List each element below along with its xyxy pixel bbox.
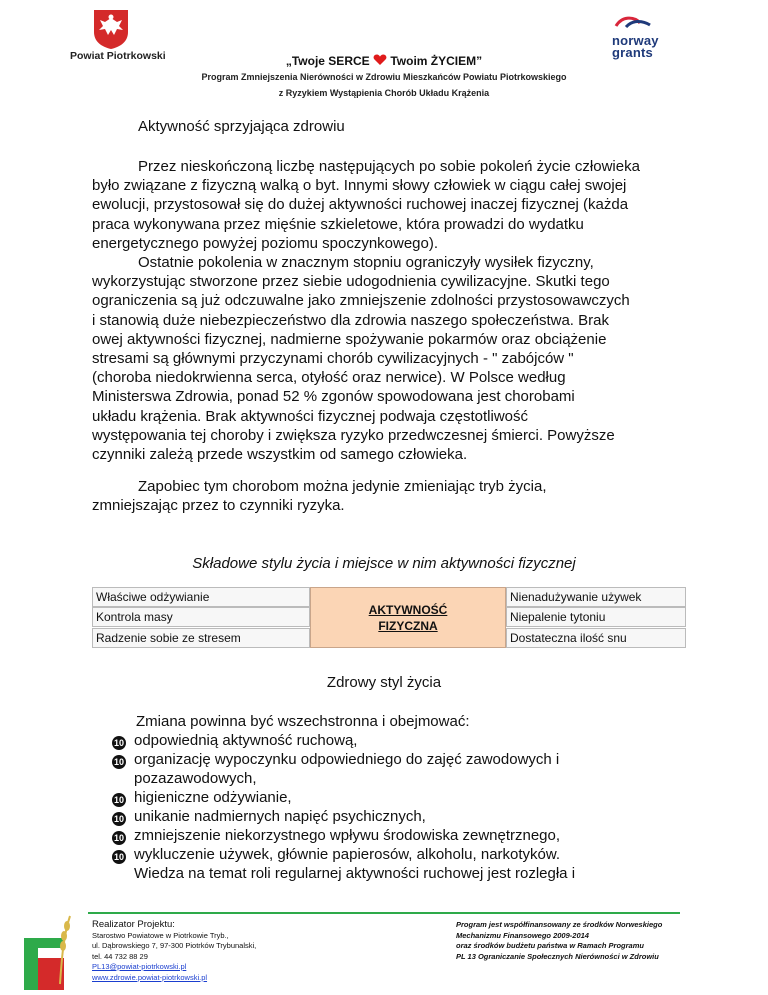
- list-item: [112, 826, 560, 845]
- bullet-icon: 10: [113, 852, 124, 862]
- right-item: Nienadużywanie używek: [506, 587, 686, 607]
- p2-line: ograniczenia są już odczuwalne jako zmniejszenie zdolności przystosowawczych: [92, 292, 630, 310]
- project-logo: [20, 914, 76, 990]
- left-item: Właściwe odżywianie: [92, 587, 310, 607]
- list-item: [112, 750, 559, 769]
- wheat-flag-icon: [20, 914, 76, 990]
- footer-divider: [88, 912, 680, 914]
- list-item-text: odpowiednią aktywność ruchową,: [134, 732, 358, 749]
- changes-intro: Zmiana powinna być wszechstronna i obejmować:: [136, 713, 470, 730]
- p1-line: ewolucji, przystosował się do dużej aktywności ruchowej inaczej fizycznej (każda: [92, 196, 629, 214]
- article-title: Aktywność sprzyjająca zdrowiu: [138, 118, 345, 135]
- p2-line: i stanowią duże niebezpieczeństwo dla zdrowia naszego społeczeństwa. Brak: [92, 311, 609, 329]
- eagle-shield-icon: [86, 8, 136, 50]
- p2-line: wykorzystując stworzone przez siebie udogodnienia cywilizacyjne. Skutki tego: [92, 273, 610, 291]
- p1-line: Przez nieskończoną liczbę następujących po sobie pokoleń życie człowieka: [138, 158, 640, 175]
- closing-text: Wiedza na temat roli regularnej aktywności ruchowej jest rozległa i: [134, 865, 576, 882]
- changes-list: [112, 731, 682, 901]
- bullet-icon: 10: [113, 814, 124, 824]
- bullet-icon: 10: [113, 833, 124, 843]
- footer-address: ul. Dąbrowskiego 7, 97-300 Piotrków Trybunalski,: [92, 941, 257, 950]
- norway-grants-logo: [612, 14, 672, 59]
- diagram-caption: Zdrowy styl życia: [326, 674, 442, 691]
- left-item: Radzenie sobie ze stresem: [92, 628, 310, 648]
- slogan-part1: „Twoje SERCE: [285, 54, 370, 68]
- list-item-text: organizację wypoczynku odpowiedniego do zajęć zawodowych i: [134, 751, 560, 768]
- p2-line: Ministerswa Zdrowia, ponad 52 % zgonów spowodowana jest chorobami: [92, 388, 575, 406]
- slogan-part2: Twoim ŻYCIEM”: [390, 54, 483, 68]
- p2-line: owej aktywności fizycznej, nadmierne spożywanie pokarmów oraz obciążenie: [92, 330, 607, 348]
- footer-phone: tel. 44 732 88 29: [92, 951, 148, 961]
- list-item: [112, 807, 426, 826]
- list-item: [112, 731, 357, 750]
- paragraph-3: [92, 477, 686, 515]
- lifestyle-diagram: [92, 587, 686, 649]
- bullet-icon: 10: [113, 795, 124, 805]
- project-contact: [92, 920, 352, 983]
- county-coat-of-arms: [70, 8, 166, 62]
- grants-logo-line1: norway: [612, 33, 659, 48]
- diagram-title: Składowe stylu życia i miejsce w nim aktywności fizycznej: [192, 555, 576, 572]
- grants-swirl-icon: [612, 14, 656, 30]
- footer-org: Starostwo Powiatowe w Piotrkowie Tryb.,: [92, 930, 229, 940]
- bullet-icon: 10: [113, 738, 124, 748]
- list-item-text: wykluczenie używek, głównie papierosów, alkoholu, narkotyków.: [134, 846, 561, 863]
- program-line1: Program Zmniejszenia Nierówności w Zdrowiu Mieszkańców Powiatu Piotrkowskiego: [201, 72, 567, 82]
- footer-email-link[interactable]: PL13@powiat-piotrkowski.pl: [92, 962, 187, 971]
- p1-line: praca wykonywana przez mięśnie szkieletowe, która prowadzi do wydatku: [92, 215, 584, 233]
- program-line2: z Ryzykiem Wystąpienia Chorób Układu Krążenia: [278, 88, 490, 98]
- left-item: Kontrola masy: [92, 607, 310, 627]
- county-name: Powiat Piotrkowski: [70, 50, 166, 62]
- p2-line: występowania tej choroby i zwiększa ryzyko przedwczesnej śmierci. Powyższe: [92, 426, 615, 444]
- p3-line: Zapobiec tym chorobom można jedynie zmieniając tryb życia,: [138, 478, 547, 495]
- p3-line: zmniejszając przez to czynniki ryzyka.: [92, 497, 345, 515]
- funding-line: PL 13 Ograniczanie Społecznych Nierówności w Zdrowiu: [456, 951, 659, 961]
- funding-line: Mechanizmu Finansowego 2009-2014: [456, 930, 589, 940]
- list-item-text: zmniejszenie niekorzystnego wpływu środowiska zewnętrznego,: [134, 827, 561, 844]
- list-item-text: unikanie nadmiernych napięć psychicznych,: [134, 808, 426, 825]
- center-line2: FIZYCZNA: [378, 618, 438, 633]
- p2-line: (choroba niedokrwienna serca, otyłość oraz nerwice). W Polsce według: [92, 369, 566, 387]
- center-line1: AKTYWNOŚĆ: [368, 602, 448, 617]
- paragraph-1: [92, 157, 686, 253]
- p2-line: układu krążenia. Brak aktywności fizycznej podwaja częstotliwość: [92, 407, 529, 425]
- p1-line: energetycznego powyżej poziomu spoczynkowego).: [92, 234, 439, 252]
- list-item: [112, 845, 560, 864]
- p2-line: stresami są głównymi przyczynami chorób cywilizacyjnych - " zabójców ": [92, 350, 574, 368]
- list-item: [112, 788, 292, 807]
- heart-icon: [373, 54, 387, 66]
- paragraph-2: [92, 253, 686, 464]
- p1-line: było związane z fizyczną walką o byt. Innymi słowy człowiek w ciągu całej swojej: [92, 177, 627, 195]
- campaign-slogan: [0, 54, 768, 68]
- grants-logo-line2: grants: [612, 45, 653, 60]
- funding-line: Program jest współfinansowany ze środków Norweskiego: [456, 920, 663, 929]
- p2-line: czynniki zależą przede wszystkim od samego człowieka.: [92, 446, 468, 464]
- list-item-continuation: pozazawodowych,: [134, 770, 257, 787]
- right-item: Niepalenie tytoniu: [506, 607, 686, 627]
- list-item-text: higieniczne odżywianie,: [134, 789, 292, 806]
- right-item: Dostateczna ilość snu: [506, 628, 686, 648]
- funding-line: oraz środków budżetu państwa w Ramach Programu: [456, 941, 644, 950]
- bullet-icon: 10: [113, 757, 124, 767]
- footer-website-link[interactable]: www.zdrowie.powiat-piotrkowski.pl: [92, 972, 208, 982]
- physical-activity-box: [310, 587, 506, 648]
- funding-note: [456, 920, 696, 962]
- footer-label: Realizator Projektu:: [92, 919, 175, 930]
- p2-line: Ostatnie pokolenia w znacznym stopniu ograniczyły wysiłek fizyczny,: [138, 254, 594, 271]
